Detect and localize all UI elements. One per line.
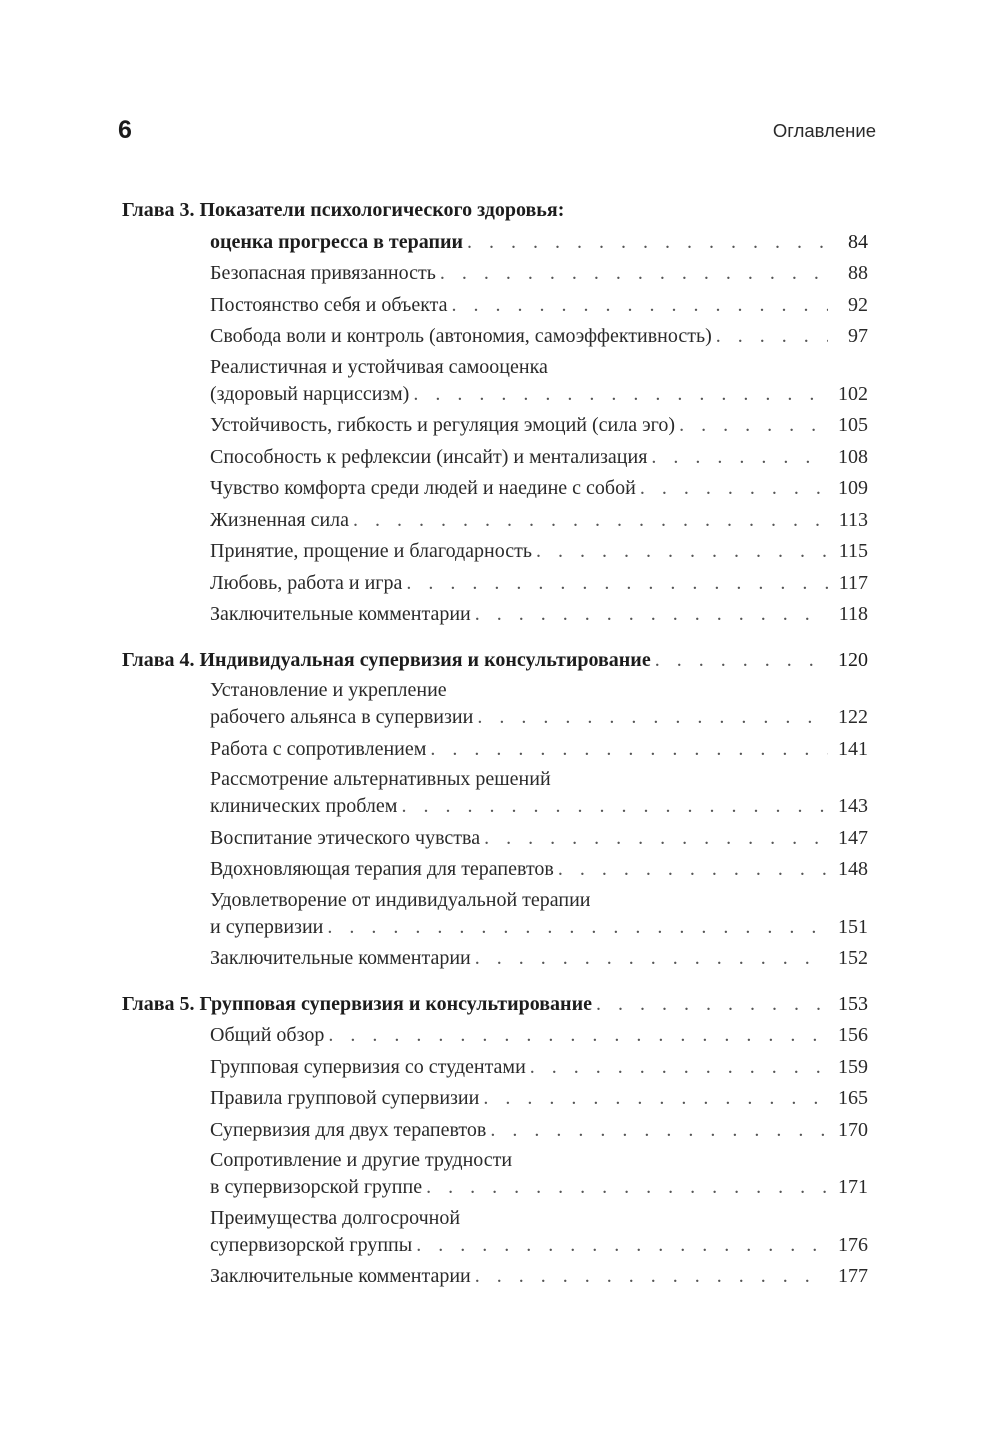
toc-entry-title-line: Вдохновляющая терапия для терапевтов — [210, 858, 554, 880]
toc-chapter — [122, 645, 868, 975]
toc-chapter — [122, 989, 868, 1293]
table-of-contents — [122, 195, 868, 1307]
toc-entry-page-number: 170 — [838, 1118, 868, 1141]
dot-leader — [536, 536, 828, 568]
toc-entry-title-line: супервизорской группы — [210, 1233, 413, 1256]
toc-entry-page-number: 156 — [838, 1024, 868, 1046]
chapter-title-line: оценка прогресса в терапии — [210, 230, 464, 253]
toc-entry-title-line: (здоровый нарциссизм) — [210, 382, 410, 405]
toc-entry[interactable] — [122, 1261, 868, 1293]
dot-leader — [406, 568, 828, 600]
toc-entry-page-number: 109 — [838, 477, 868, 499]
toc-entry-page-number: 148 — [838, 858, 868, 880]
toc-entry-page-number: 176 — [838, 1233, 868, 1256]
toc-entry-page-number: 108 — [838, 445, 868, 468]
dot-leader — [490, 1115, 828, 1147]
dot-leader — [475, 599, 828, 631]
toc-entry-title-line: рабочего альянса в супервизии — [210, 706, 474, 728]
dot-leader — [452, 290, 828, 322]
toc-entry-title-line: Заключительные комментарии — [210, 947, 471, 969]
toc-entry-page-number: 177 — [838, 1265, 868, 1287]
toc-entry-title-line: в супервизорской группе — [210, 1176, 423, 1198]
chapter-title-line: Глава 3. Показатели психологического здоровья: — [122, 199, 565, 221]
toc-entry-page-number: 115 — [838, 540, 868, 562]
toc-entry[interactable] — [122, 568, 868, 600]
dot-leader — [483, 1083, 828, 1115]
toc-entry-page-number: 102 — [838, 382, 868, 405]
chapter-page-number: 120 — [838, 648, 868, 671]
toc-entry[interactable] — [122, 734, 868, 766]
toc-entry-page-number: 117 — [838, 571, 868, 594]
dot-leader — [679, 410, 828, 442]
toc-entry-title-line: Любовь, работа и игра — [210, 571, 403, 594]
toc-entry-title-line: Преимущества долгосрочной — [210, 1206, 461, 1229]
toc-entry-title-line: Работа с сопротивлением — [210, 737, 427, 760]
toc-entry-title-line: Установление и укрепление — [210, 679, 447, 701]
toc-entry[interactable] — [122, 505, 868, 537]
toc-entry[interactable] — [122, 1204, 868, 1262]
toc-entry[interactable] — [122, 676, 868, 734]
toc-entry-title-line: Жизненная сила — [210, 508, 350, 531]
dot-leader — [430, 734, 828, 766]
chapter-title-line: Глава 4. Индивидуальная супервизия и консультирование — [122, 648, 651, 671]
chapter-title-line: Глава 5. Групповая супервизия и консультирование — [122, 992, 592, 1015]
toc-entry-page-number: 151 — [838, 915, 868, 938]
toc-entry-page-number: 88 — [848, 262, 868, 284]
dot-leader — [327, 912, 828, 944]
dot-leader — [416, 1230, 828, 1262]
toc-entry[interactable] — [122, 290, 868, 322]
toc-entry-title-line: Заключительные комментарии — [210, 603, 471, 625]
dot-leader — [558, 854, 828, 886]
toc-entry-title-line: Правила групповой супервизии — [210, 1087, 480, 1109]
dot-leader — [467, 227, 828, 259]
toc-entry-title-line: Воспитание этического чувства — [210, 826, 481, 849]
dot-leader — [475, 943, 828, 975]
page-number: 6 — [118, 116, 132, 144]
toc-entry[interactable] — [122, 1083, 868, 1115]
toc-entry-title-line: клинических проблем — [210, 795, 398, 817]
toc-entry[interactable] — [122, 258, 868, 290]
dot-leader — [413, 379, 828, 411]
dot-leader — [484, 823, 828, 855]
chapter-page-number: 84 — [848, 230, 868, 253]
toc-entry[interactable] — [122, 1020, 868, 1052]
dot-leader — [640, 473, 828, 505]
toc-entry[interactable] — [122, 854, 868, 886]
toc-entry[interactable] — [122, 473, 868, 505]
chapter-heading[interactable] — [122, 645, 868, 677]
toc-entry-title-line: Способность к рефлексии (инсайт) и ментализация — [210, 445, 648, 468]
toc-chapter — [122, 195, 868, 631]
toc-entry-title-line: Свобода воли и контроль (автономия, самоэффективность) — [210, 325, 712, 347]
dot-leader — [353, 505, 828, 537]
toc-entry-page-number: 159 — [838, 1055, 868, 1078]
dot-leader — [530, 1052, 828, 1084]
toc-entry-page-number: 105 — [838, 414, 868, 436]
dot-leader — [440, 258, 828, 290]
toc-entry[interactable] — [122, 321, 868, 353]
running-title: Оглавление — [772, 120, 876, 141]
toc-entry-page-number: 118 — [838, 603, 868, 625]
toc-entry-title-line: Общий обзор — [210, 1024, 325, 1046]
toc-entry-title-line: Реалистичная и устойчивая самооценка — [210, 355, 548, 378]
toc-entry-title-line: Постоянство себя и объекта — [210, 293, 448, 316]
dot-leader — [475, 1261, 828, 1293]
toc-entry-page-number: 152 — [838, 947, 868, 969]
toc-entry[interactable] — [122, 765, 868, 823]
toc-entry-title-line: Групповая супервизия со студентами — [210, 1055, 526, 1078]
dot-leader — [426, 1172, 828, 1204]
dot-leader — [328, 1020, 828, 1052]
toc-entry-title-line: Сопротивление и другие трудности — [210, 1149, 513, 1171]
toc-entry-page-number: 113 — [838, 508, 868, 531]
toc-entry-page-number: 97 — [848, 325, 868, 347]
dot-leader — [716, 321, 828, 353]
chapter-heading[interactable] — [122, 195, 868, 258]
toc-entry-page-number: 165 — [838, 1087, 868, 1109]
toc-entry-page-number: 143 — [838, 795, 868, 817]
toc-entry[interactable] — [122, 886, 868, 944]
toc-entry[interactable] — [122, 410, 868, 442]
toc-entry[interactable] — [122, 1115, 868, 1147]
dot-leader — [477, 702, 828, 734]
toc-entry[interactable] — [122, 823, 868, 855]
toc-entry-title-line: Удовлетворение от индивидуальной терапии — [210, 888, 591, 911]
toc-entry[interactable] — [122, 1052, 868, 1084]
toc-entry-page-number: 141 — [838, 737, 868, 760]
toc-entry-title-line: Рассмотрение альтернативных решений — [210, 768, 551, 790]
toc-entry[interactable] — [122, 536, 868, 568]
dot-leader — [651, 442, 828, 474]
toc-entry-title-line: Безопасная привязанность — [210, 262, 436, 284]
chapter-heading[interactable] — [122, 989, 868, 1021]
toc-entry-page-number: 147 — [838, 826, 868, 849]
dot-leader — [655, 645, 828, 677]
toc-entry-title-line: Чувство комфорта среди людей и наедине с собой — [210, 477, 636, 499]
toc-entry-title-line: Супервизия для двух терапевтов — [210, 1118, 487, 1141]
dot-leader — [401, 791, 828, 823]
toc-entry[interactable] — [122, 353, 868, 411]
toc-entry-page-number: 122 — [838, 706, 868, 728]
toc-entry-page-number: 171 — [838, 1176, 868, 1198]
toc-entry-title-line: и супервизии — [210, 915, 324, 938]
toc-entry-title-line: Устойчивость, гибкость и регуляция эмоций (сила эго) — [210, 414, 676, 436]
toc-entry[interactable] — [122, 1146, 868, 1204]
chapter-page-number: 153 — [838, 992, 868, 1015]
toc-entry[interactable] — [122, 943, 868, 975]
toc-entry[interactable] — [122, 442, 868, 474]
toc-entry[interactable] — [122, 599, 868, 631]
toc-entry-page-number: 92 — [848, 293, 868, 316]
dot-leader — [596, 989, 828, 1021]
toc-entry-title-line: Заключительные комментарии — [210, 1265, 471, 1287]
toc-entry-title-line: Принятие, прощение и благодарность — [210, 540, 532, 562]
